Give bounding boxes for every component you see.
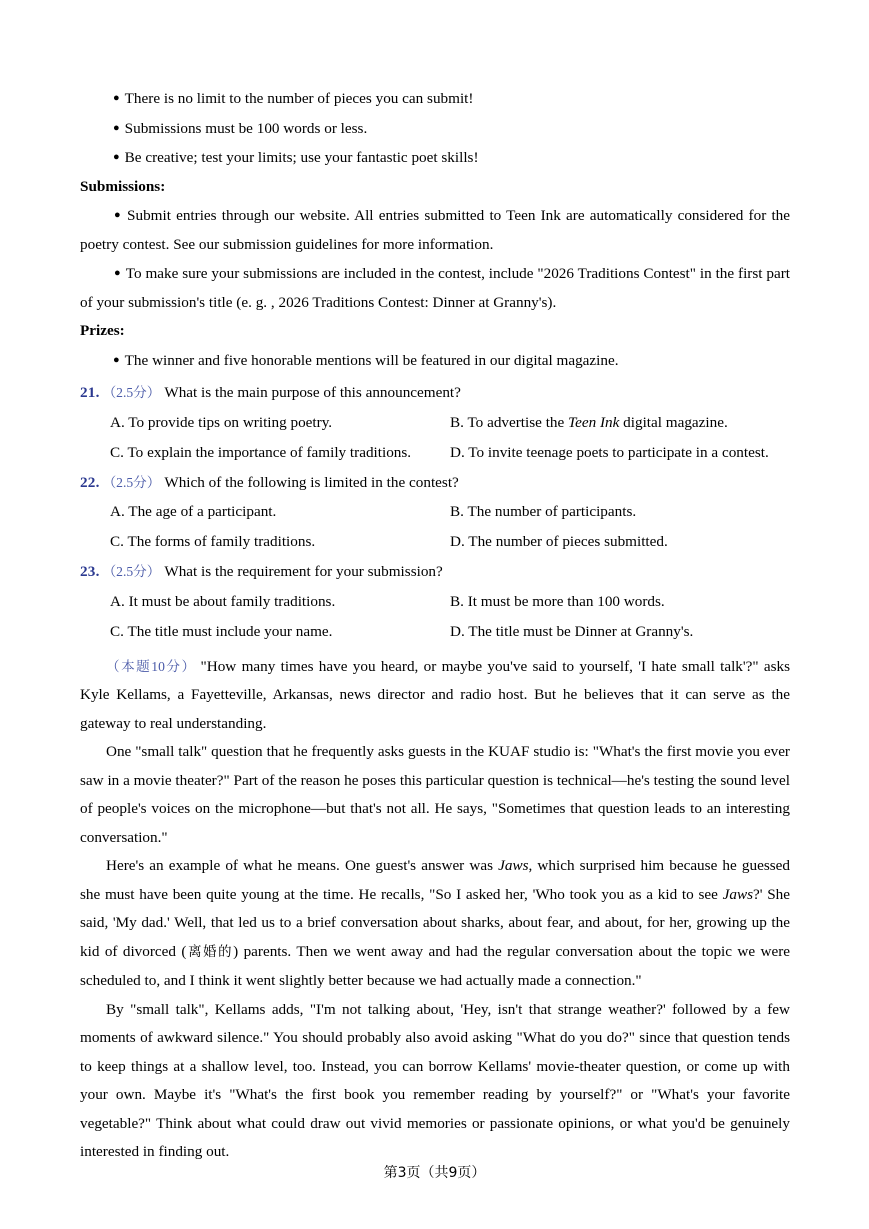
question-text: What is the main purpose of this announcement? bbox=[164, 384, 461, 401]
option-b[interactable] bbox=[450, 408, 728, 438]
list-item bbox=[80, 143, 790, 173]
option-b[interactable] bbox=[450, 497, 636, 527]
submission-item-text: Submit entries through our website. All entries submitted to Teen Ink are automatically considered for the poetry contest. See our submission guidelines for more information. bbox=[80, 207, 790, 253]
option-label: B. bbox=[450, 503, 464, 520]
option-label: A. bbox=[110, 503, 125, 520]
bullet-icon: ● bbox=[113, 121, 120, 134]
question-stem bbox=[80, 557, 790, 587]
list-item bbox=[80, 84, 790, 114]
question-text: What is the requirement for your submission? bbox=[164, 563, 443, 580]
question-score: （2.5分） bbox=[102, 474, 161, 490]
announcement-rules bbox=[80, 84, 790, 173]
passage-score-marker: （本题10分） bbox=[106, 658, 197, 674]
option-row bbox=[80, 527, 790, 557]
rule-text: Submissions must be 100 words or less. bbox=[124, 119, 368, 137]
submission-item-text: To make sure your submissions are included in the contest, include "2026 Traditions Contest" in the first part of your submission's title (e. g. , 2026 Traditions Contest: Dinner at Granny's). bbox=[80, 265, 790, 311]
list-item bbox=[80, 201, 790, 259]
question-score: （2.5分） bbox=[102, 385, 161, 400]
bullet-icon: ● bbox=[113, 151, 120, 163]
option-row bbox=[80, 497, 790, 527]
question-stem bbox=[80, 468, 790, 498]
option-text-italic: Teen Ink bbox=[568, 413, 620, 431]
passage-paragraph-2 bbox=[80, 738, 790, 852]
option-list bbox=[80, 497, 790, 557]
bullet-icon: ● bbox=[114, 209, 123, 221]
passage-italic-jaws: Jaws bbox=[498, 857, 529, 874]
option-b[interactable] bbox=[450, 587, 665, 617]
passage-text: One "small talk" question that he frequently asks guests in the KUAF studio is: "What's the first movie you ever saw in a movie theater?" Part of the reason he poses this particular question is technical—he's testing the sound level of people's voices on the microphone—but that's not all. He says, "Sometimes that question leads to an interesting conversation." bbox=[80, 743, 790, 846]
option-label: D. bbox=[450, 533, 465, 550]
option-c[interactable] bbox=[110, 617, 332, 647]
option-a[interactable] bbox=[110, 497, 276, 527]
list-item bbox=[80, 346, 790, 376]
passage-italic-jaws: Jaws bbox=[722, 885, 753, 903]
option-text: The number of participants. bbox=[467, 503, 637, 520]
question-text: Which of the following is limited in the contest? bbox=[164, 473, 459, 491]
question-number: 23. bbox=[80, 563, 100, 580]
question-number: 21. bbox=[80, 384, 100, 401]
option-label: D. bbox=[450, 443, 465, 461]
page-content bbox=[80, 84, 790, 1167]
option-text-pre: To advertise the bbox=[467, 413, 569, 431]
passage-text: ?' She said, 'My dad.' Well, that led us to a brief conversation about sharks, about fear, and about, for her, growing up the kid of divorced ( bbox=[80, 885, 790, 960]
option-a[interactable] bbox=[110, 408, 332, 438]
question-22 bbox=[80, 468, 790, 558]
option-a[interactable] bbox=[110, 587, 335, 617]
option-row bbox=[80, 408, 790, 438]
bullet-icon: ● bbox=[113, 92, 120, 104]
option-c[interactable] bbox=[110, 527, 315, 557]
option-text: The title must be Dinner at Granny's. bbox=[468, 622, 694, 640]
option-d[interactable] bbox=[450, 438, 769, 468]
section-heading-submissions: Submissions: bbox=[80, 177, 166, 195]
option-label: B. bbox=[450, 592, 464, 610]
passage-text: Here's an example of what he means. One guest's answer was bbox=[106, 857, 499, 874]
option-d[interactable] bbox=[450, 617, 693, 647]
question-number: 22. bbox=[80, 473, 100, 491]
question-21 bbox=[80, 378, 790, 468]
option-label: A. bbox=[110, 592, 125, 610]
rule-text: Be creative; test your limits; use your fantastic poet skills! bbox=[124, 149, 479, 166]
option-label: B. bbox=[450, 413, 464, 431]
option-list bbox=[80, 408, 790, 468]
option-text: The title must include your name. bbox=[127, 622, 333, 640]
section-heading-prizes: Prizes: bbox=[80, 322, 125, 339]
question-23 bbox=[80, 557, 790, 647]
rule-text: There is no limit to the number of pieces you can submit! bbox=[124, 90, 474, 107]
option-text: To invite teenage poets to participate in a contest. bbox=[468, 443, 769, 461]
passage-text: "How many times have you heard, or maybe you've said to yourself, 'I hate small talk'?" asks Kyle Kellams, a Fayetteville, Arkansas, news director and radio host. But he believes that it can serve as the gateway to real understanding. bbox=[80, 657, 791, 732]
chinese-gloss: 离婚的 bbox=[186, 944, 234, 960]
passage-paragraph-4 bbox=[80, 996, 790, 1167]
option-row bbox=[80, 617, 790, 647]
option-d[interactable] bbox=[450, 527, 668, 557]
option-text: To provide tips on writing poetry. bbox=[128, 413, 333, 431]
option-text: It must be about family traditions. bbox=[128, 592, 336, 610]
passage-paragraph-3 bbox=[80, 852, 790, 996]
option-text: To explain the importance of family traditions. bbox=[127, 443, 412, 461]
option-row bbox=[80, 587, 790, 617]
option-list bbox=[80, 587, 790, 647]
option-row bbox=[80, 438, 790, 468]
page-footer bbox=[0, 1163, 869, 1183]
option-text-post: digital magazine. bbox=[619, 413, 728, 431]
question-score: （2.5分） bbox=[102, 564, 161, 579]
list-item bbox=[80, 114, 790, 144]
option-text: The forms of family traditions. bbox=[127, 533, 316, 550]
passage-paragraph-1 bbox=[80, 653, 790, 739]
option-text: The age of a participant. bbox=[128, 503, 277, 520]
prize-item-text: The winner and five honorable mentions will be featured in our digital magazine. bbox=[124, 351, 619, 369]
option-c[interactable] bbox=[110, 438, 411, 468]
passage-text: By "small talk", Kellams adds, "I'm not talking about, 'Hey, isn't that strange weather?' followed by a few moments of awkward silence." You should probably also avoid asking "What do you do?" since that question tends to keep things at a shallow level, too. Instead, you can borrow Kellams' movie-theater question, or come up with your own. Maybe it's "What's the first book you remember reading by yourself?" or "What's your favorite vegetable?" Think about what could draw out vivid memories or passionate opinions, or what you'd be genuinely interested in finding out. bbox=[80, 1000, 790, 1160]
list-item bbox=[80, 259, 790, 317]
reading-passage bbox=[80, 653, 790, 1167]
option-label: C. bbox=[110, 533, 124, 550]
bullet-icon: ● bbox=[114, 267, 121, 279]
option-label: D. bbox=[450, 622, 465, 640]
option-text: The number of pieces submitted. bbox=[468, 533, 668, 550]
option-label: C. bbox=[110, 443, 124, 461]
passage-text: , which surprised him because he guessed she must have been quite young at the time. He recalls, "So I asked her, 'Who took you as a kid to see bbox=[80, 857, 790, 903]
option-text: It must be more than 100 words. bbox=[467, 592, 665, 610]
question-stem bbox=[80, 378, 790, 408]
passage-text: ) parents. Then we went away and had the regular conversation about the topic we were scheduled to, and I think it went slightly better because we had actually made a connection." bbox=[80, 942, 791, 989]
option-label: C. bbox=[110, 622, 124, 640]
bullet-icon: ● bbox=[113, 353, 120, 366]
option-label: A. bbox=[110, 413, 125, 431]
page-number-label: 第3页（共9页） bbox=[383, 1165, 486, 1181]
